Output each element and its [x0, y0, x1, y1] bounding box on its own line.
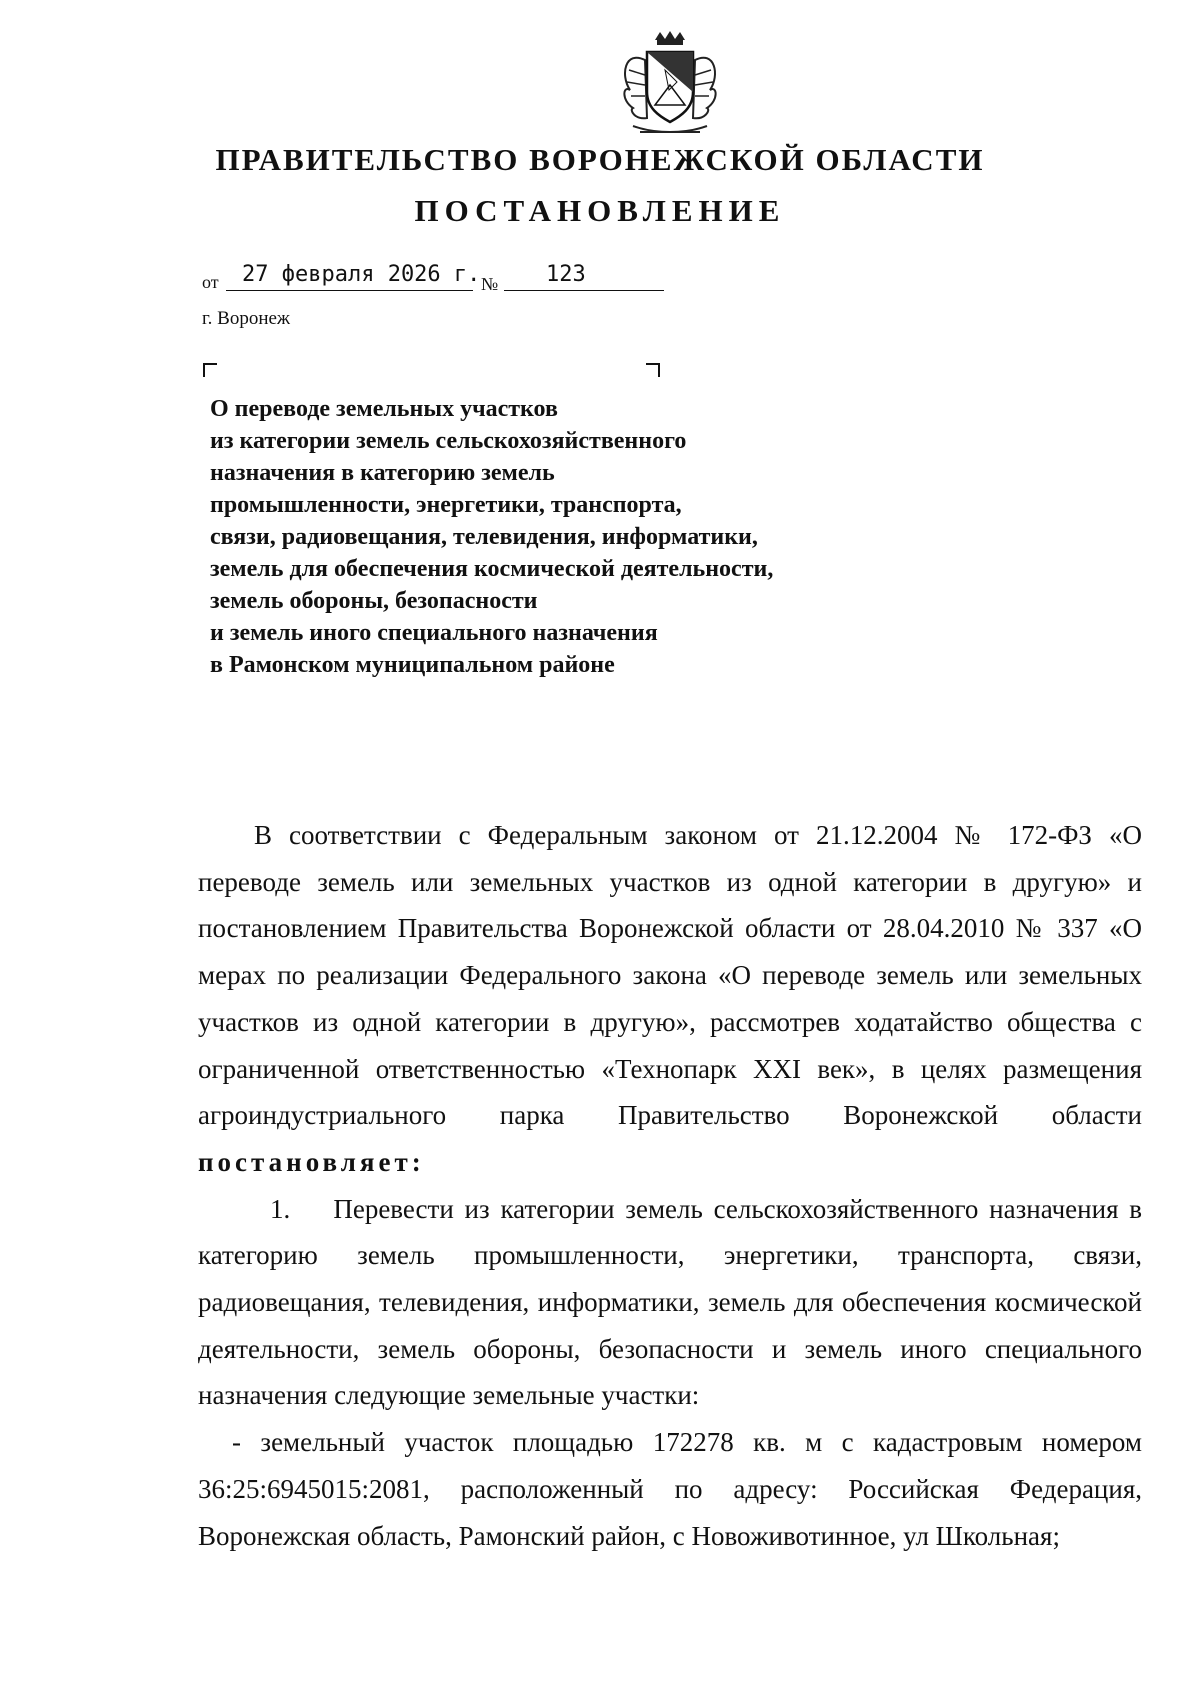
- subject-line: промышленности, энергетики, транспорта,: [210, 492, 682, 518]
- item-1-text: Перевести из категории земель сельскохозяйственного назначения в категорию земель промышленности, энергетики, транспорта, связи, радиовещания, телевидения, информатики, земель для обеспечения космической деятельности, земель обороны, безопасности и земель иного специального назначения следующие земельные участки:: [198, 1193, 1143, 1411]
- item-1-number: 1.: [270, 1193, 291, 1224]
- subject-corner-left: [203, 363, 217, 377]
- land-plot-bullet: - земельный участок площадью 172278 кв. м с кадастровым номером 36:25:6945015:2081, расположенный по адресу: Российская Федерация, Воронежская область, Рамонский район, с Новоживотинное, ул Школьная;: [198, 1427, 1142, 1551]
- subject-line: земель для обеспечения космической деятельности,: [210, 556, 774, 582]
- number-value: 123: [546, 262, 586, 287]
- date-prefix: от: [202, 272, 219, 292]
- number-prefix: №: [481, 274, 499, 294]
- government-title: ПРАВИТЕЛЬСТВО ВОРОНЕЖСКОЙ ОБЛАСТИ: [215, 142, 985, 177]
- subject-line: связи, радиовещания, телевидения, информатики,: [210, 524, 758, 550]
- preamble-paragraph: [198, 812, 1142, 1186]
- subject-line: из категории земель сельскохозяйственного: [210, 428, 687, 454]
- coat-of-arms-emblem: [615, 30, 725, 142]
- subject-line: земель обороны, безопасности: [210, 588, 538, 614]
- item-1-paragraph: [198, 1186, 1142, 1420]
- document-body: [198, 812, 1142, 1559]
- subject-corner-right: [646, 363, 660, 377]
- subject-line: назначения в категорию земель: [210, 460, 555, 486]
- date-underline: [226, 290, 473, 291]
- document-subject: [210, 393, 930, 681]
- subject-line: О переводе земельных участков: [210, 396, 558, 422]
- resolves-keyword: постановляет:: [198, 1146, 425, 1177]
- document-type-title: ПОСТАНОВЛЕНИЕ: [414, 193, 786, 228]
- date-value: 27 февраля 2026 г.: [242, 262, 481, 287]
- city-label: г. Воронеж: [202, 308, 291, 329]
- subject-line: в Рамонском муниципальном районе: [210, 652, 615, 678]
- preamble-text: В соответствии с Федеральным законом от 21.12.2004 № 172-ФЗ «О переводе земель или земельных участков из одной категории в другую» и постановлением Правительства Воронежской области от 28.04.2010 № 337 «О мерах по реализации Федерального закона «О переводе земель или земельных участков из одной категории в другую», рассмотрев ходатайство общества с ограниченной ответственностью «Технопарк XXI век», в целях размещения агроиндустриального парка Правительство Воронежской области: [198, 820, 1142, 1131]
- number-underline: [504, 290, 664, 291]
- subject-line: и земель иного специального назначения: [210, 620, 658, 646]
